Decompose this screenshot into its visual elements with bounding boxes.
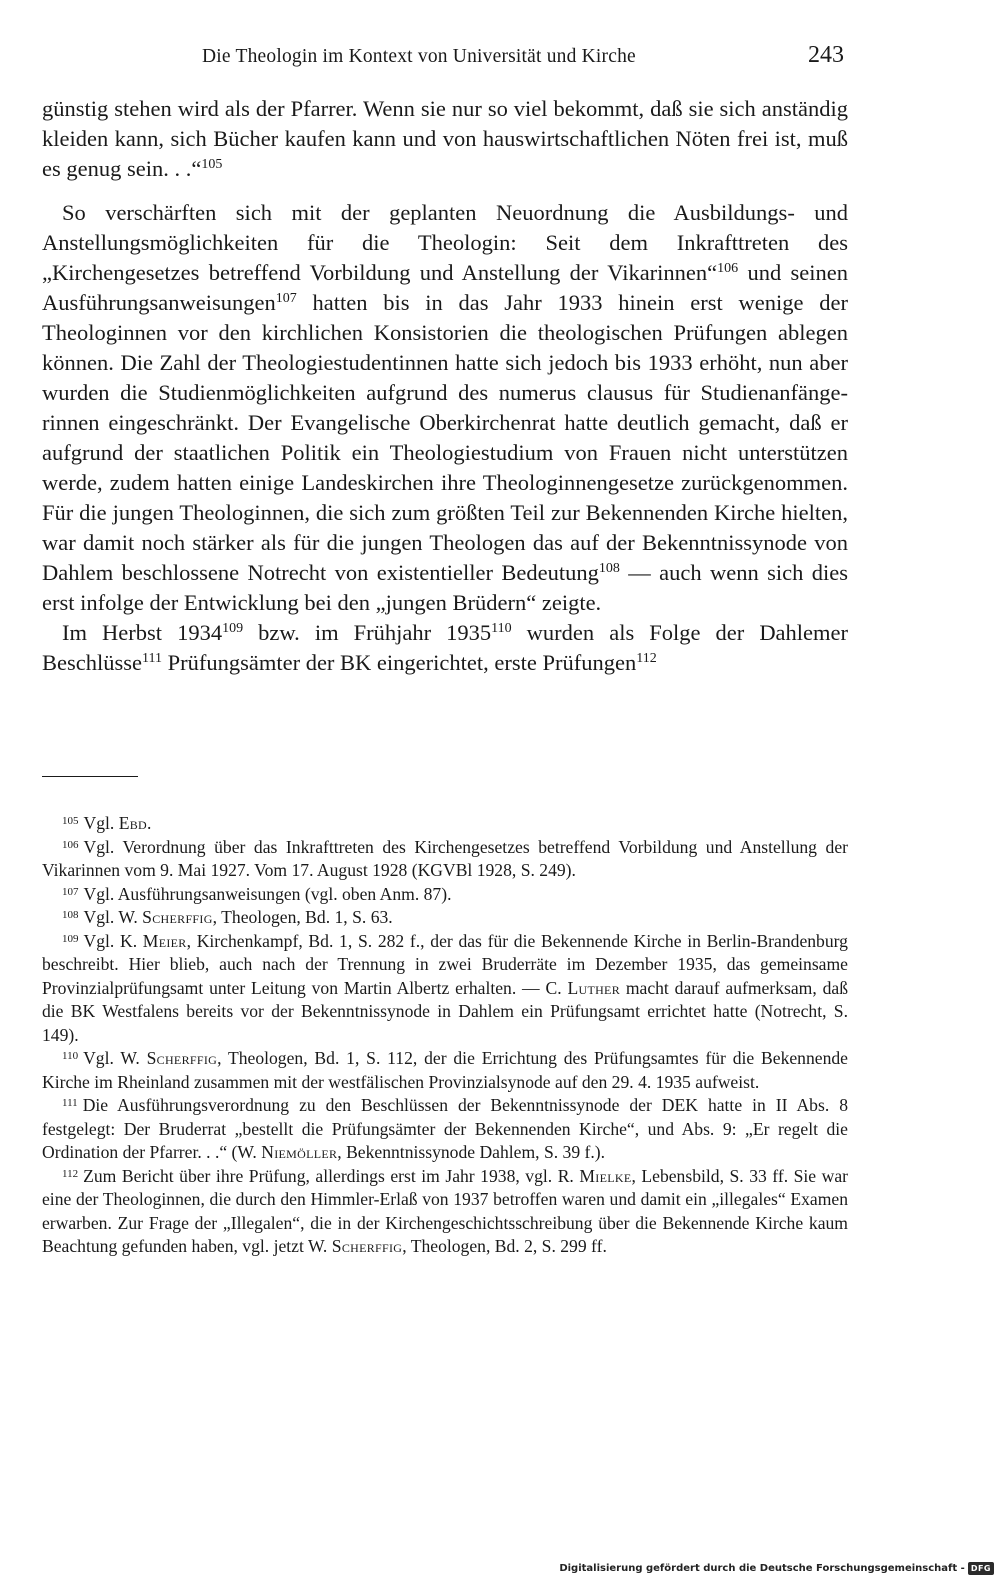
footnote-ref-108[interactable]: 108 xyxy=(598,561,620,576)
footnote-ref-110[interactable]: 110 xyxy=(491,621,512,636)
footnote-109: 109 Vgl. K. Meier, Kirchenkampf, Bd. 1, S. 282 f., der das für die Bekennende Kirche in Berlin-Brandenburg beschreibt. Hier blieb, auch nach der Trennung in zwei Bruderräte im Dezember 1935, das gemeinsame Provinzialprüfungsamt unter Leitung von Martin Albertz erhalten. — C. Luther macht darauf aufmerksam, daß die BK Westfalens bereits vor der Bekenntnissynode in Dahlem ein Prüfungsamt errichtet hatte (Notrecht, S. 149). xyxy=(42,930,848,1045)
footnote-105: 105 Vgl. Ebd. xyxy=(62,813,152,833)
running-title: Die Theologin im Kontext von Universität und Kirche xyxy=(202,46,636,67)
paragraph-quote-end: günstig stehen wird als der Pfarrer. Wenn sie nur so viel bekommt, daß sie sich anständig kleiden kann, sich Bücher kaufen kann und von hauswirtschaftlichen Nöten frei ist, muß es genug sein. . .“$^{105}$ xyxy=(42,96,848,181)
page-number: 243 xyxy=(808,42,844,68)
footnote-ref-112[interactable]: 112 xyxy=(636,651,657,666)
footnotes xyxy=(42,812,848,1259)
footnote-111: 111 Die Ausführungsverordnung zu den Beschlüssen der Bekenntnissynode der DEK hatte in II Abs. 8 festgelegt: Der Bruderrat „bestellt die Prüfungsämter der Bekennenden Kirche“, und Abs. 9: „Er regelt die Ordination der Pfarrer. . .“ (W. Niemöller, Bekenntnissynode Dahlem, S. 39 f.). xyxy=(42,1095,848,1162)
footnote-106: 106 Vgl. Verordnung über das Inkrafttreten des Kirchengesetzes betreffend Vorbildung und Anstellung der Vikarinnen vom 9. Mai 1927. Vom 17. August 1928 (KGVBl 1928, S. 249). xyxy=(42,836,848,880)
footnote-108: 108 Vgl. W. Scherffig, Theologen, Bd. 1, S. 63. xyxy=(62,907,393,927)
footnote-ref-107[interactable]: 107 xyxy=(275,291,297,306)
footnote-divider xyxy=(42,776,138,777)
main-text xyxy=(42,94,848,678)
footnote-ref-109[interactable]: 109 xyxy=(222,621,244,636)
running-head xyxy=(42,42,848,76)
dfg-logo-icon: DFG xyxy=(968,1562,994,1575)
footnote-ref-111[interactable]: 111 xyxy=(142,651,162,666)
footnote-107: 107 Vgl. Ausführungsanweisungen (vgl. oben Anm. 87). xyxy=(62,883,452,904)
credit-text: Digitalisierung gefördert durch die Deutsche Forschungsgemeinschaft - xyxy=(559,1562,965,1574)
footnote-ref-106[interactable]: 106 xyxy=(717,261,739,276)
footnote-110: 110 Vgl. W. Scherffig, Theologen, Bd. 1, S. 112, der die Errichtung des Prüfungsamtes für die Bekennende Kirche im Rheinland zusammen mit der westfälischen Provinzialsynode auf den 29. 4. 1935 aufweist. xyxy=(42,1048,848,1092)
paragraph-pruefungsaemter: Im Herbst 1934$^{109}$ bzw. im Frühjahr 1935$^{110}$ wurden als Folge der Dahlemer Beschlüsse$^{111}$ Prüfungsämter der BK eingerichtet, erste Prüfungen$^{112}$ xyxy=(42,620,849,675)
footnote-ref-105[interactable]: 105 xyxy=(201,157,223,172)
digitization-credit xyxy=(559,1559,994,1577)
paragraph-neuordnung: So verschärften sich mit der geplanten Neuordnung die Ausbildungs- und Anstellungsmöglichkeiten für die Theologin: Seit dem Inkrafttreten des „Kirchengesetzes betreffend Vorbildung und Anstellung der Vikarinnen“$^{106}$ und seinen Ausführungsanweisungen$^{107}$ hatten bis in das Jahr 1933 hinein erst wenige der Theologinnen vor den kirchlichen Konsistorien die theologischen Prüfungen ablegen können. Die Zahl der Theologiestudentinnen hatte sich jedoch bis 1933 erhöht, nun aber wurden die Studienmöglichkeiten aufgrund des numerus clausus für Studienanfängerinnen eingeschränkt. Der Evangelische Oberkirchenrat hatte deutlich gemacht, daß er aufgrund der staatlichen Politik ein Theologiestudium von Frauen nicht unterstützen werde, zudem hatten einige Landeskirchen ihre Theologinnengesetze zurückgenommen. Für die jungen Theologinnen, die sich zum größten Teil zur Bekennenden Kirche hielten, war damit noch stärker als für die jungen Theologen das auf der Bekenntnissynode von Dahlem beschlossene Notrecht von existentieller Bedeutung$^{108}$ — auch wenn sich dies erst infolge der Entwicklung bei den „jungen Brüdern“ zeigte. xyxy=(42,200,849,615)
footnote-112: 112 Zum Bericht über ihre Prüfung, allerdings erst im Jahr 1938, vgl. R. Mielke, Lebensbild, S. 33 ff. Sie war eine der Theologinnen, die durch den Himmler-Erlaß von 1937 betroffen waren und damit ein „illegales“ Examen erwarben. Zur Frage der „Illegalen“, die in der Kirchengeschichtsschreibung über die Bekennende Kirche kaum Beachtung gefunden haben, vgl. jetzt W. Scherffig, Theologen, Bd. 2, S. 299 ff. xyxy=(42,1165,849,1256)
